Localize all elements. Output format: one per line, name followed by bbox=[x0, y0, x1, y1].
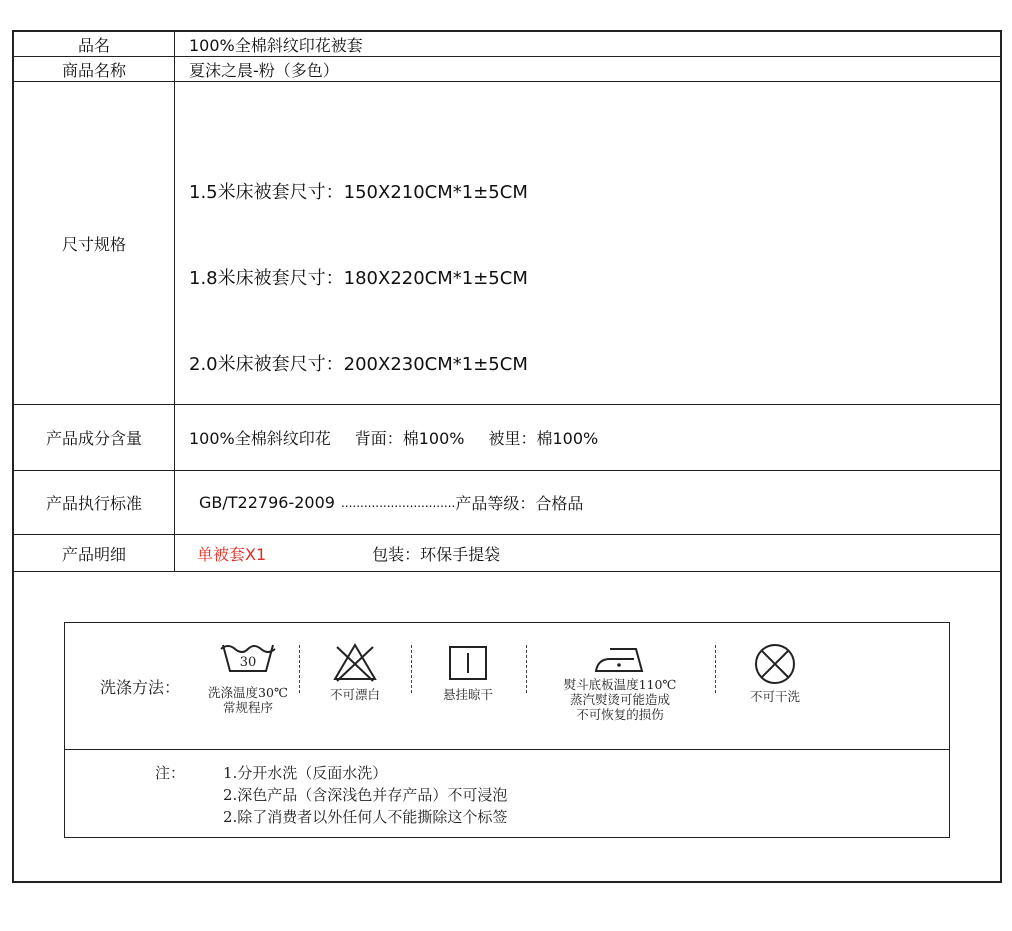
row-standard bbox=[14, 471, 1000, 535]
iron-caption-2: 蒸汽熨烫可能造成 bbox=[569, 692, 670, 707]
iron-icon bbox=[590, 641, 650, 675]
composition-main: 100%全棉斜纹印花 bbox=[189, 429, 331, 448]
separator bbox=[526, 645, 527, 693]
notes-title: 注： bbox=[155, 764, 186, 782]
no-bleach-icon bbox=[330, 641, 380, 683]
size-line-1-8m: 1.8米床被套尺寸：180X220CM*1±5CM bbox=[189, 268, 528, 289]
row-product-name bbox=[14, 32, 1000, 57]
care-title: 洗涤方法： bbox=[100, 678, 181, 697]
note-line-2: 2.深色产品（含深浅色并存产品）不可浸泡 bbox=[223, 786, 508, 804]
no-dry-clean-icon bbox=[752, 641, 798, 687]
value-composition bbox=[189, 405, 990, 470]
wash-caption-1: 洗涤温度30℃ bbox=[208, 685, 288, 700]
label-standard: 产品执行标准 bbox=[14, 471, 175, 534]
no-dry-clean-caption: 不可干洗 bbox=[749, 689, 800, 704]
care-item-wash bbox=[193, 641, 303, 715]
care-item-no-dry-clean bbox=[725, 641, 825, 704]
value-standard bbox=[199, 471, 990, 534]
standard-grade: 产品等级：合格品 bbox=[455, 494, 584, 513]
label-size: 尺寸规格 bbox=[14, 82, 175, 404]
size-list bbox=[189, 82, 990, 404]
care-instructions-box bbox=[64, 622, 950, 838]
hang-dry-caption: 悬挂晾干 bbox=[442, 687, 493, 702]
care-item-no-bleach bbox=[310, 641, 400, 702]
standard-code: GB/T22796-2009 bbox=[199, 493, 335, 512]
wash-caption-2: 常规程序 bbox=[222, 700, 273, 715]
separator bbox=[715, 645, 716, 693]
composition-lining: 被里：棉100% bbox=[488, 429, 599, 448]
row-composition bbox=[14, 405, 1000, 471]
label-goods-name: 商品名称 bbox=[14, 57, 175, 81]
no-bleach-caption: 不可漂白 bbox=[329, 687, 380, 702]
label-product-name: 品名 bbox=[14, 32, 175, 56]
wash-30-icon bbox=[218, 641, 278, 675]
row-goods-name bbox=[14, 57, 1000, 82]
size-line-1-5m: 1.5米床被套尺寸：150X210CM*1±5CM bbox=[189, 182, 528, 203]
hang-dry-icon bbox=[446, 641, 490, 683]
iron-caption-1: 熨斗底板温度110℃ bbox=[563, 677, 677, 692]
note-line-3: 2.除了消费者以外任何人不能撕除这个标签 bbox=[223, 808, 508, 826]
value-detail bbox=[197, 535, 990, 571]
value-product-name: 100%全棉斜纹印花被套 bbox=[189, 35, 363, 55]
detail-item: 单被套X1 bbox=[197, 544, 267, 564]
row-size bbox=[14, 82, 1000, 405]
row-detail bbox=[14, 535, 1000, 572]
separator bbox=[411, 645, 412, 693]
care-item-iron bbox=[545, 641, 695, 722]
note-line-1: 1.分开水洗（反面水洗） bbox=[223, 764, 388, 782]
composition-back: 背面：棉100% bbox=[354, 429, 465, 448]
standard-dots: .............................. bbox=[340, 495, 456, 510]
detail-packing: 包装：环保手提袋 bbox=[372, 544, 501, 564]
label-composition: 产品成分含量 bbox=[14, 405, 175, 470]
product-spec-sheet bbox=[12, 30, 1002, 883]
iron-caption-3: 不可恢复的损伤 bbox=[576, 707, 664, 722]
size-line-2-0m: 2.0米床被套尺寸：200X230CM*1±5CM bbox=[189, 354, 528, 375]
care-symbols bbox=[65, 623, 949, 750]
label-detail: 产品明细 bbox=[14, 535, 175, 571]
separator bbox=[299, 645, 300, 693]
wash-temp-badge: 30 bbox=[239, 655, 257, 670]
care-notes bbox=[65, 750, 949, 837]
value-goods-name: 夏沫之晨-粉（多色） bbox=[189, 60, 339, 80]
care-item-hang-dry bbox=[423, 641, 513, 702]
